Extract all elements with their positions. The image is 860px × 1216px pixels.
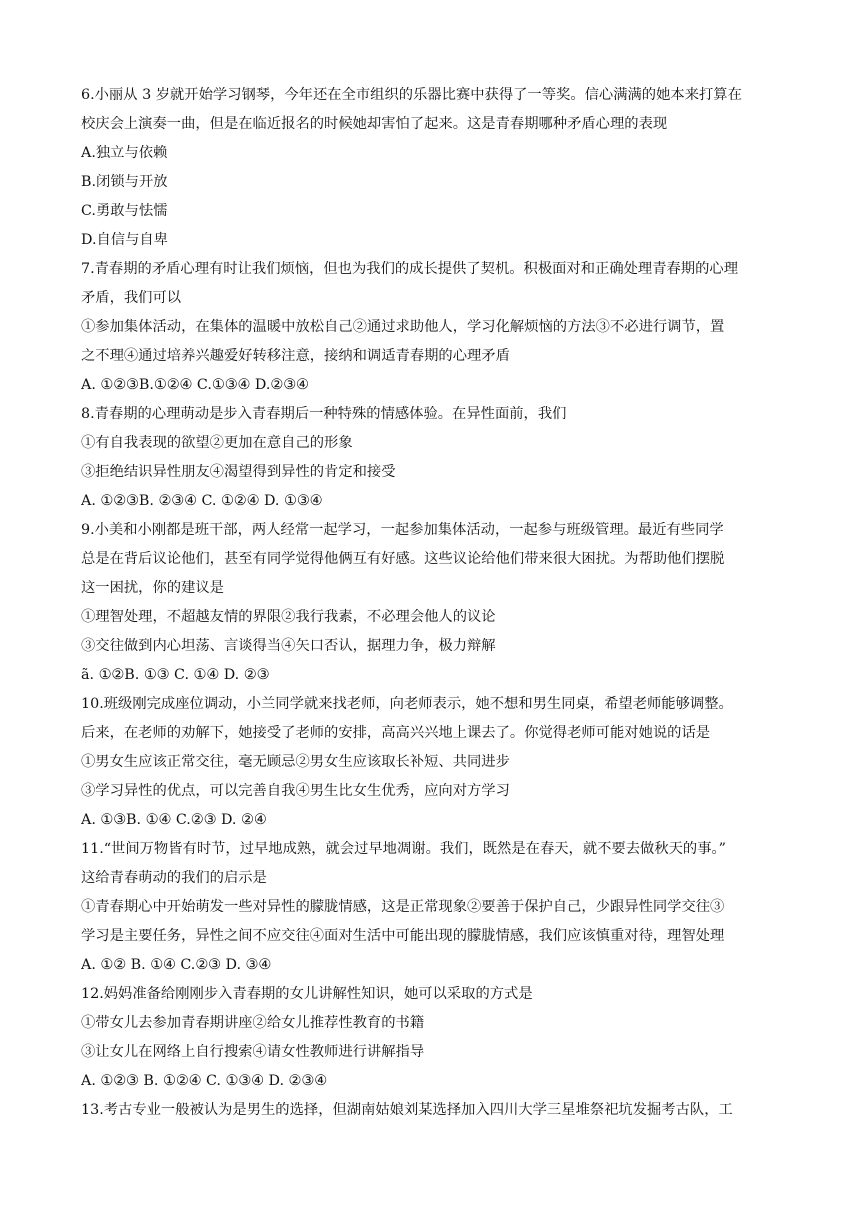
text-line: 学习是主要任务，异性之间不应交往④面对生活中可能出现的朦胧情感，我们应该慎重对待，理智处理	[81, 928, 725, 944]
text-line: A. ①②③B.①②④ C.①③④ D.②③④	[81, 377, 309, 393]
text-line: 6.小丽从 3 岁就开始学习钢琴，今年还在全市组织的乐器比赛中获得了一等奖。信心满满的她本来打算在	[81, 87, 742, 103]
text-line: C.勇敢与怯懦	[81, 203, 168, 219]
text-line: 11.“世间万物皆有时节，过早地成熟，就会过早地凋谢。我们，既然是在春天，就不要去做秋天的事。”	[81, 841, 726, 857]
text-line: 校庆会上演奏一曲，但是在临近报名的时候她却害怕了起来。这是青春期哪种矛盾心理的表现	[81, 116, 668, 132]
text-line: 8.青春期的心理萌动是步入青春期后一种特殊的情感体验。在异性面前，我们	[81, 406, 567, 422]
text-line: ①理智处理，不超越友情的界限②我行我素，不必理会他人的议论	[81, 609, 496, 625]
text-line: 后来，在老师的劝解下，她接受了老师的安排，高高兴兴地上课去了。你觉得老师可能对她说的话是	[81, 725, 711, 741]
text-line: ③交往做到内心坦荡、言谈得当④矢口否认，据理力争，极力辩解	[81, 638, 496, 654]
text-line: 之不理④通过培养兴趣爱好转移注意，接纳和调适青春期的心理矛盾	[81, 348, 510, 364]
text-line: D.自信与自卑	[81, 232, 168, 248]
text-line: ①参加集体活动，在集体的温暖中放松自己②通过求助他人，学习化解烦恼的方法③不必进行调节，置	[81, 319, 725, 335]
text-line: B.闭锁与开放	[81, 174, 168, 190]
text-line: ①带女儿去参加青春期讲座②给女儿推荐性教育的书籍	[81, 1015, 425, 1031]
text-line: ã. ①②B. ①③ C. ①④ D. ②③	[81, 667, 270, 683]
text-line: 矛盾，我们可以	[81, 290, 182, 306]
text-line: A. ①②③B. ②③④ C. ①②④ D. ①③④	[81, 493, 323, 509]
text-line: ①男女生应该正常交往，毫无顾忌②男女生应该取长补短、共同进步	[81, 754, 510, 770]
text-line: ③拒绝结识异性朋友④渴望得到异性的肯定和接受	[81, 464, 396, 480]
text-line: 这一困扰，你的建议是	[81, 580, 224, 596]
text-line: 9.小美和小刚都是班干部，两人经常一起学习，一起参加集体活动，一起参与班级管理。最近有些同学	[81, 522, 724, 538]
text-line: ①青春期心中开始萌发一些对异性的朦胧情感，这是正常现象②要善于保护自己，少跟异性同学交往③	[81, 899, 725, 915]
text-line: 10.班级刚完成座位调动，小兰同学就来找老师，向老师表示，她不想和男生同桌，希望老师能够调整。	[81, 696, 733, 712]
text-line: ③让女儿在网络上自行搜索④请女性教师进行讲解指导	[81, 1044, 425, 1060]
text-line: A. ①③B. ①④ C.②③ D. ②④	[81, 812, 267, 828]
text-line: A. ①②③ B. ①②④ C. ①③④ D. ②③④	[81, 1073, 328, 1089]
text-line: A. ①② B. ①④ C.②③ D. ③④	[81, 957, 272, 973]
text-line: ①有自我表现的欲望②更加在意自己的形象	[81, 435, 353, 451]
text-line: 12.妈妈准备给刚刚步入青春期的女儿讲解性知识，她可以采取的方式是	[81, 986, 533, 1002]
text-line: 13.考古专业一般被认为是男生的选择，但湖南姑娘刘某选择加入四川大学三星堆祭祀坑发掘考古队，工	[81, 1102, 733, 1118]
text-line: A.独立与依赖	[81, 145, 168, 161]
text-line: 7.青春期的矛盾心理有时让我们烦恼，但也为我们的成长提供了契机。积极面对和正确处理青春期的心理	[81, 261, 738, 277]
text-line: ③学习异性的优点，可以完善自我④男生比女生优秀，应向对方学习	[81, 783, 510, 799]
text-line: 这给青春萌动的我们的启示是	[81, 870, 267, 886]
text-line: 总是在背后议论他们，甚至有同学觉得他俩互有好感。这些议论给他们带来很大困扰。为帮助他们摆脱	[81, 551, 725, 567]
